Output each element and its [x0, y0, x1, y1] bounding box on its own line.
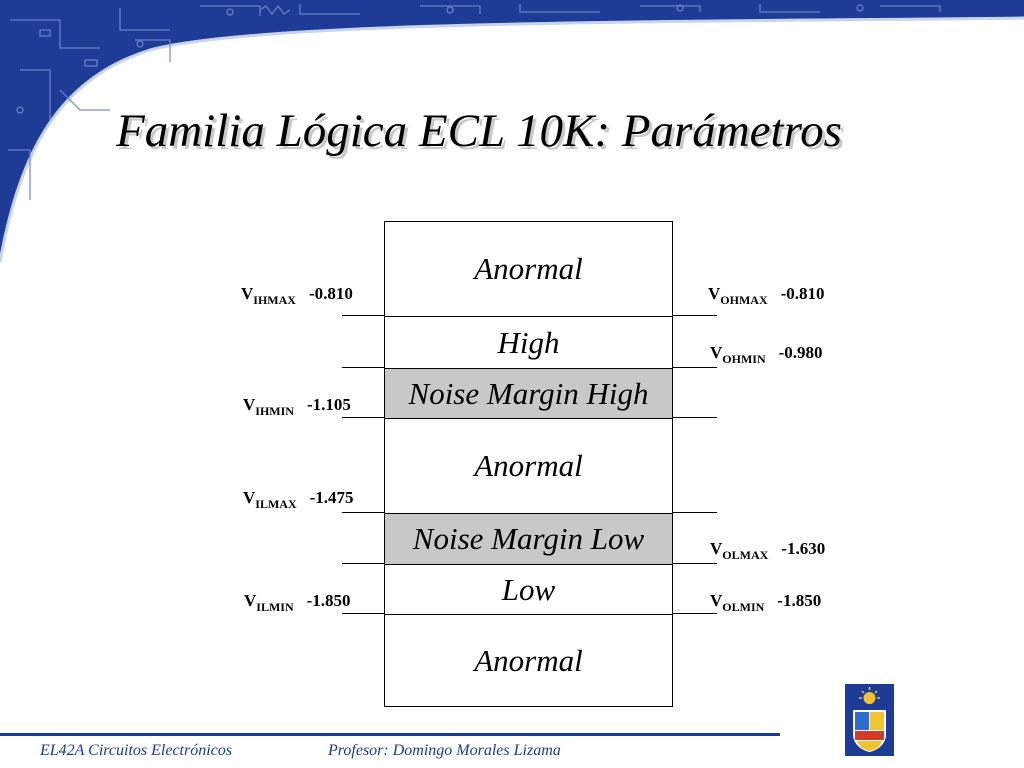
param-symbol: V [241, 284, 254, 303]
param-vilmax [243, 488, 354, 511]
footer-course: EL42A Circuitos Electrónicos [40, 742, 232, 759]
university-crest-icon [845, 684, 894, 756]
param-value: -1.475 [309, 488, 354, 507]
param-value: -1.630 [781, 539, 826, 558]
right-tick-nml-top [673, 512, 717, 513]
slide-title: Familia Lógica ECL 10K: Parámetros [116, 105, 842, 157]
param-subscript: IHMAX [253, 293, 296, 307]
zone-anormal-top: Anormal [474, 251, 583, 286]
left-tick-ilmax [342, 512, 384, 513]
param-volmin [710, 591, 822, 614]
param-subscript: OHMAX [720, 293, 768, 307]
param-vohmax [708, 284, 825, 307]
param-vihmin [243, 395, 351, 418]
param-subscript: OHMIN [722, 352, 766, 366]
right-tick-nmh-bottom [673, 417, 717, 418]
zone-anormal-middle: Anormal [385, 418, 672, 513]
param-symbol: V [708, 284, 721, 303]
param-value: -1.850 [306, 591, 351, 610]
param-value: -0.810 [780, 284, 825, 303]
right-tick-olmax [673, 563, 717, 564]
left-tick-high-bottom [342, 367, 384, 368]
right-tick-ohmin [673, 367, 717, 368]
param-vihmax [241, 284, 353, 307]
right-tick-ohmax [673, 315, 717, 316]
param-value: -0.810 [308, 284, 353, 303]
param-symbol: V [243, 488, 256, 507]
param-subscript: OLMAX [722, 548, 769, 562]
left-tick-ihmin [342, 417, 384, 418]
zone-noise-margin-low: Noise Margin Low [385, 513, 672, 564]
param-value: -0.980 [778, 343, 823, 362]
param-volmax [710, 539, 826, 562]
zone-noise-margin-high: Noise Margin High [385, 368, 672, 418]
zone-low: Low [385, 564, 672, 614]
param-subscript: ILMIN [256, 600, 294, 614]
param-symbol: V [710, 591, 723, 610]
zone-anormal-bottom: Anormal [385, 614, 672, 706]
logic-level-diagram [384, 221, 673, 707]
param-symbol: V [710, 343, 723, 362]
left-tick-ihmax [342, 315, 384, 316]
zone-high: High [385, 316, 672, 368]
param-symbol: V [710, 539, 723, 558]
footer-professor: Profesor: Domingo Morales Lizama [328, 742, 561, 759]
param-symbol: V [243, 395, 256, 414]
param-subscript: ILMAX [255, 497, 297, 511]
footer-divider [0, 733, 780, 736]
left-tick-low-top [342, 563, 384, 564]
param-symbol: V [244, 591, 257, 610]
right-tick-olmin [673, 613, 717, 614]
param-value: -1.850 [777, 591, 822, 610]
param-subscript: IHMIN [255, 404, 294, 418]
param-vilmin [244, 591, 351, 614]
left-tick-ilmin [342, 613, 384, 614]
param-value: -1.105 [306, 395, 351, 414]
param-subscript: OLMIN [722, 600, 765, 614]
param-vohmin [710, 343, 823, 366]
